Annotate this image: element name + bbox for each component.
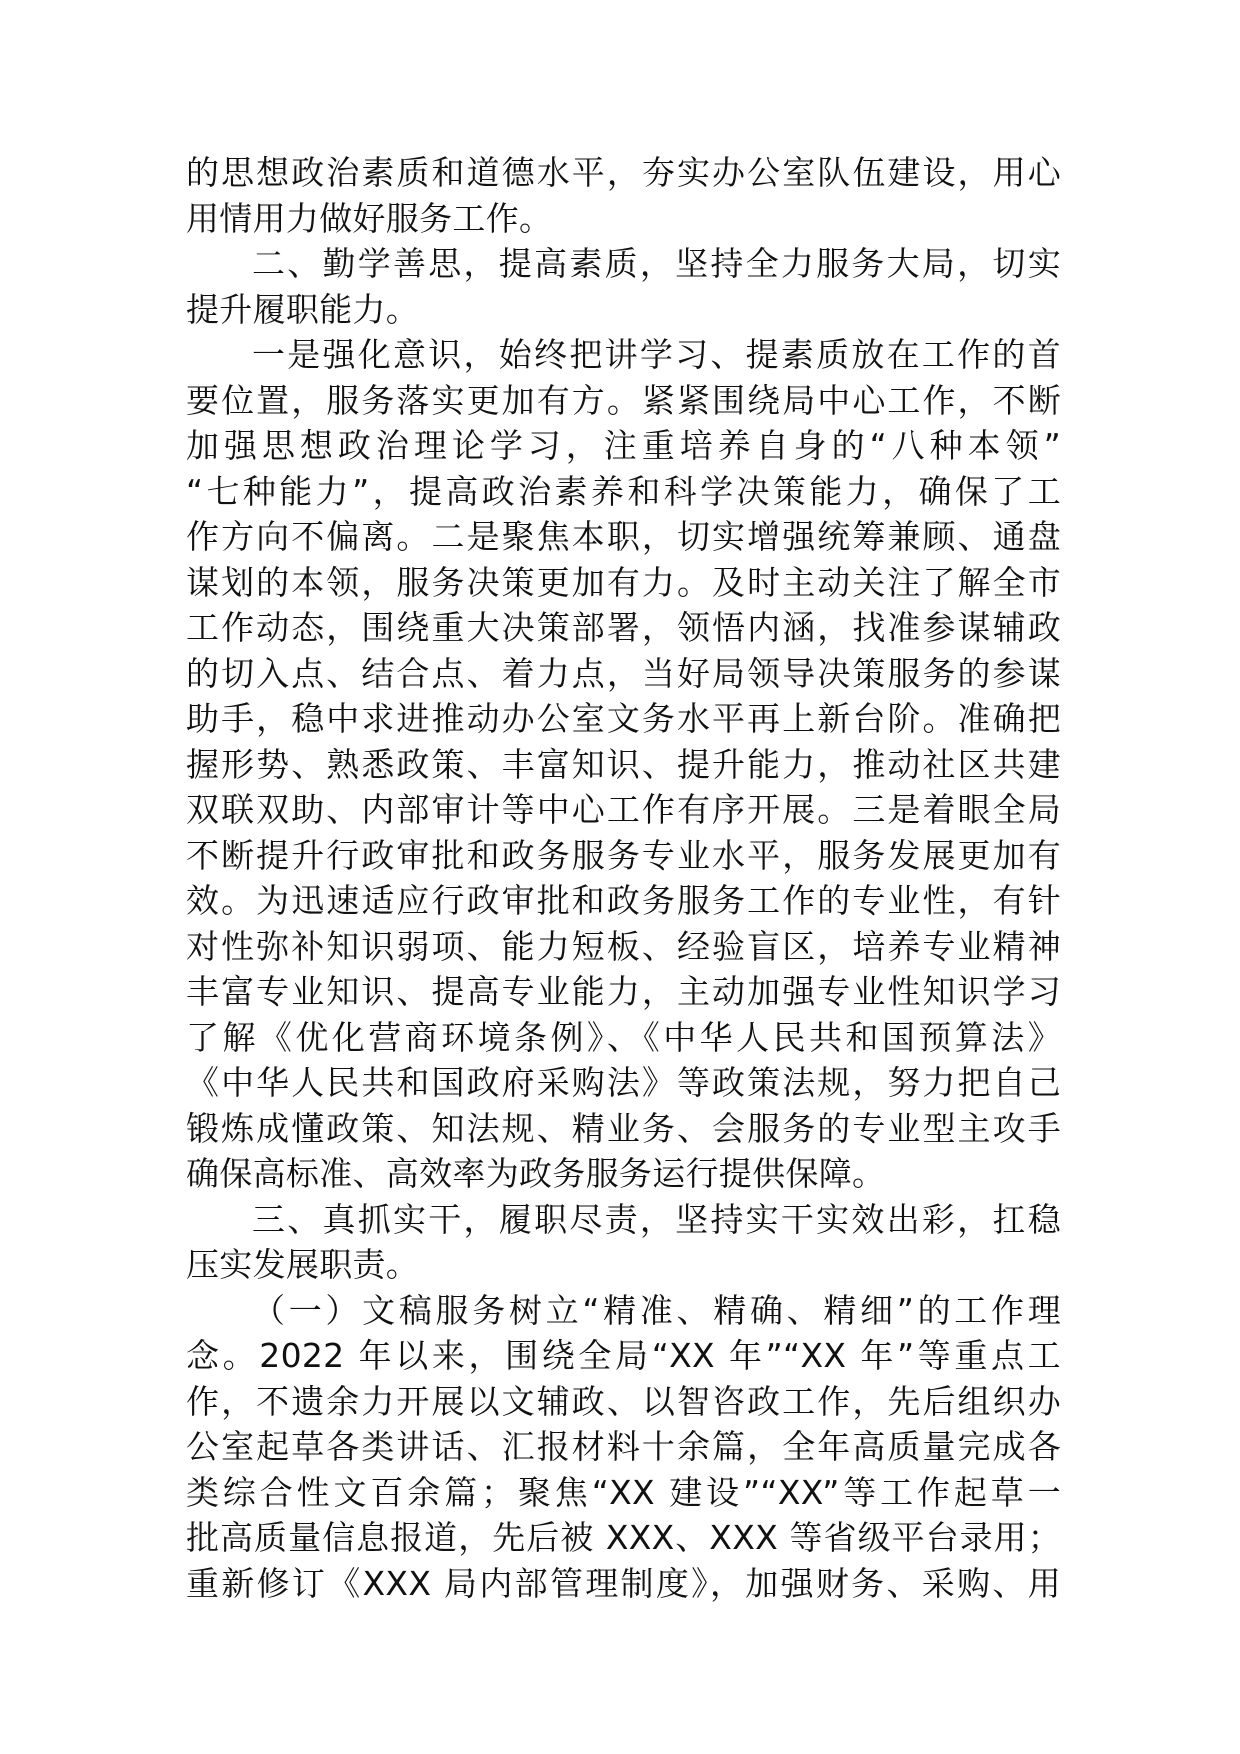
text-line: 要位置，服务落实更加有方。紧紧围绕局中心工作，不断 bbox=[186, 380, 1061, 420]
text-line: 念。2022 年以来，围绕全局“XX 年”“XX 年”等重点工 bbox=[186, 1336, 1061, 1375]
text-line: （一）文稿服务树立“精准、精确、精细”的工作理 bbox=[252, 1290, 1061, 1330]
text-line: 重新修订《XXX 局内部管理制度》，加强财务、采购、用 bbox=[186, 1563, 1061, 1603]
text-line: 的切入点、结合点、着力点，当好局领导决策服务的参谋 bbox=[186, 653, 1061, 693]
section-heading-line: 压实发展职责。 bbox=[186, 1245, 420, 1284]
text-line: 对性弥补知识弱项、能力短板、经验盲区，培养专业精神 bbox=[186, 926, 1061, 966]
section-heading-line: 三、真抓实干，履职尽责，坚持实干实效出彩，扛稳 bbox=[252, 1199, 1061, 1239]
text-line: 助手，稳中求进推动办公室文务水平再上新台阶。准确把 bbox=[186, 699, 1061, 738]
text-line: 批高质量信息报道，先后被 XXX、XXX 等省级平台录用； bbox=[186, 1518, 1061, 1557]
text-line: 作方向不偏离。二是聚焦本职，切实增强统筹兼顾、通盘 bbox=[186, 517, 1061, 556]
text-line: 一是强化意识，始终把讲学习、提素质放在工作的首 bbox=[252, 335, 1061, 374]
text-line: 的思想政治素质和道德水平，夯实办公室队伍建设，用心 bbox=[186, 153, 1061, 192]
text-line: 类综合性文百余篇；聚焦“XX 建设”“XX”等工作起草一 bbox=[186, 1472, 1061, 1512]
text-line: “七种能力”，提高政治素养和科学决策能力，确保了工 bbox=[186, 471, 1061, 511]
text-line: 用情用力做好服务工作。 bbox=[186, 198, 553, 238]
text-line: 了解《优化营商环境条例》、《中华人民共和国预算法》 bbox=[186, 1017, 1061, 1057]
section-heading-line: 二、勤学善思，提高素质，坚持全力服务大局，切实 bbox=[252, 244, 1061, 283]
text-line: 《中华人民共和国政府采购法》等政策法规，努力把自己 bbox=[186, 1063, 1061, 1102]
section-heading-line: 提升履职能力。 bbox=[186, 289, 420, 329]
text-line: 丰富专业知识、提高专业能力，主动加强专业性知识学习 bbox=[186, 972, 1061, 1011]
text-line: 握形势、熟悉政策、丰富知识、提升能力，推动社区共建 bbox=[186, 744, 1061, 784]
text-line: 公室起草各类讲话、汇报材料十余篇，全年高质量完成各 bbox=[186, 1427, 1061, 1466]
text-line: 双联双助、内部审计等中心工作有序开展。三是着眼全局 bbox=[186, 790, 1061, 829]
document-body bbox=[186, 150, 1061, 1606]
text-line: 工作动态，围绕重大决策部署，领悟内涵，找准参谋辅政 bbox=[186, 608, 1061, 647]
text-line: 锻炼成懂政策、知法规、精业务、会服务的专业型主攻手 bbox=[186, 1108, 1061, 1148]
text-line: 谋划的本领，服务决策更加有力。及时主动关注了解全市 bbox=[186, 562, 1061, 602]
text-line: 加强思想政治理论学习，注重培养自身的“八种本领” bbox=[186, 426, 1061, 465]
text-line: 作，不遗余力开展以文辅政、以智咨政工作，先后组织办 bbox=[186, 1381, 1061, 1421]
text-line: 确保高标准、高效率为政务服务运行提供保障。 bbox=[186, 1154, 886, 1193]
text-line: 不断提升行政审批和政务服务专业水平，服务发展更加有 bbox=[186, 835, 1061, 875]
text-line: 效。为迅速适应行政审批和政务服务工作的专业性，有针 bbox=[186, 881, 1061, 920]
